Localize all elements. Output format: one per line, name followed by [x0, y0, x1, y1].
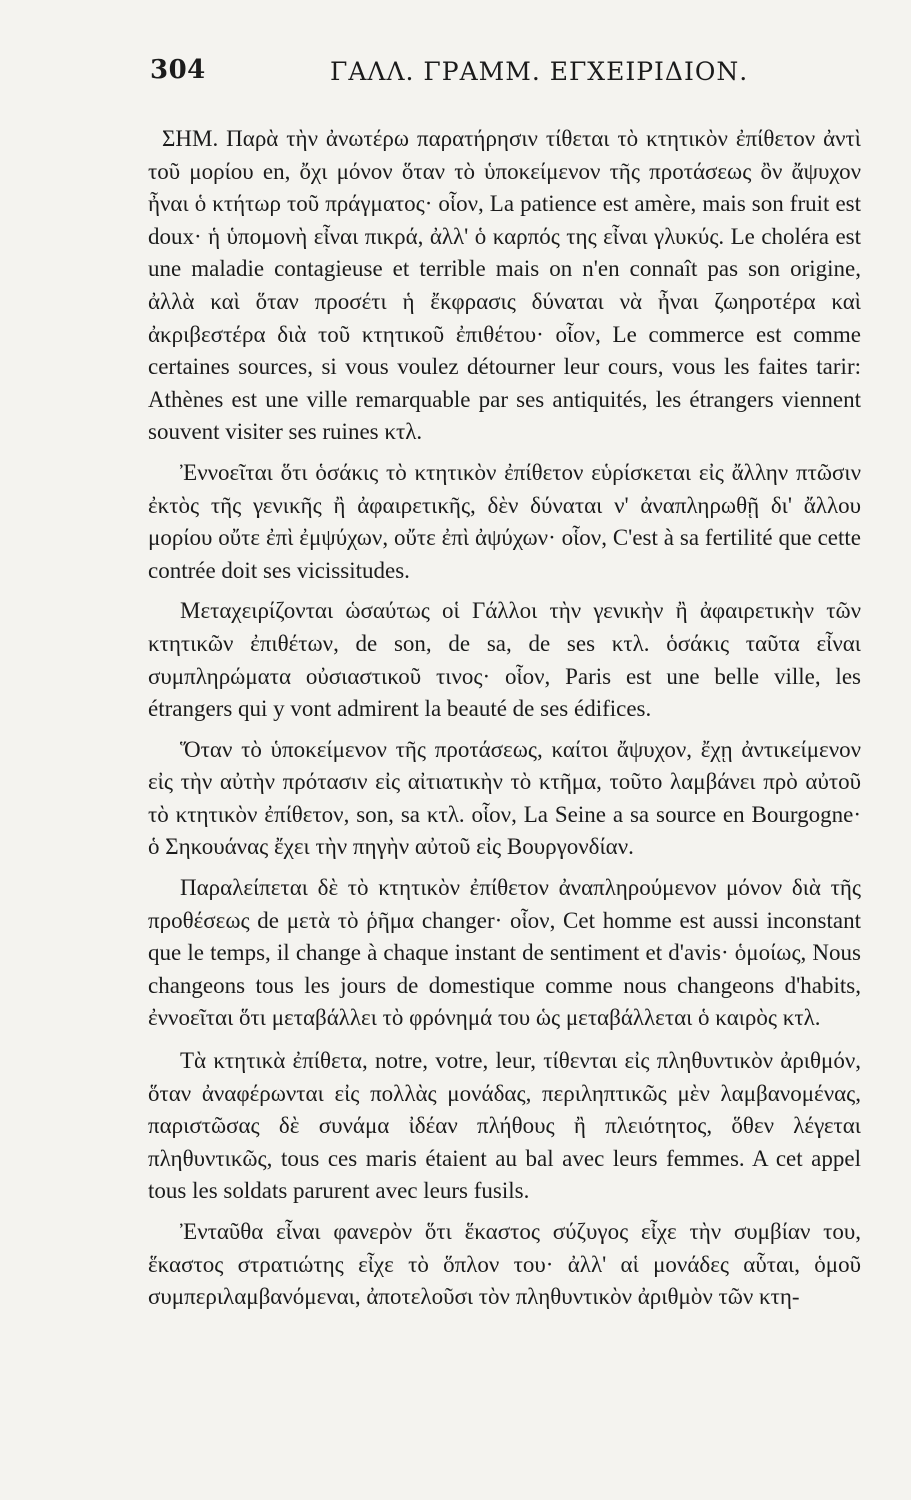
paragraph: Παραλείπεται δὲ τὸ κτητικὸν ἐπίθετον ἀναπληρούμενον μόνον διὰ τῆς προθέσεως de μετὰ τὸ ῥῆμα changer· οἷον, Cet homme est aussi inconstant que le temps, il change à chaque instant de sentiment et d'avis· ὁμοίως, Nous changeons tous les jours de domestique comme nous changeons d'habits, ἐννοεῖται ὅτι μεταβάλλει τὸ φρόνημά του ὡς μεταβάλλεται ὁ καιρὸς κτλ. [148, 875, 861, 1031]
paragraph: Μεταχειρίζονται ὡσαύτως οἱ Γάλλοι τὴν γενικὴν ἢ ἀφαιρετικὴν τῶν κτητικῶν ἐπιθέτων, de son, de sa, de ses κτλ. ὁσάκις ταῦτα εἶναι συμπληρώματα οὐσιαστικοῦ τινος· οἷον, Paris est une belle ville, les étrangers qui y vont admirent la beauté de ses édifices. [148, 598, 861, 722]
paragraph: Ὅταν τὸ ὑποκείμενον τῆς προτάσεως, καίτοι ἄψυχον, ἔχῃ ἀντικείμενον εἰς τὴν αὐτὴν πρότασιν εἰς αἰτιατικὴν τὸ κτῆμα, τοῦτο λαμβάνει πρὸ αὐτοῦ τὸ κτητικὸν ἐπίθετον, son, sa κτλ. οἷον, La Seine a sa source en Bourgogne· ὁ Σηκουάνας ἔχει τὴν πηγὴν αὐτοῦ εἰς Βουργονδίαν. [148, 736, 861, 860]
running-title: ΓΑΛΛ. ΓΡΑΜΜ. ΕΓΧΕΙΡΙΔΙΟΝ. [330, 57, 749, 86]
body-text [148, 123, 861, 1314]
page-header [148, 55, 861, 103]
paragraph: Ἐνταῦθα εἶναι φανερὸν ὅτι ἕκαστος σύζυγος εἶχε τὴν συμβίαν του, ἕκαστος στρατιώτης εἶχε τὸ ὅπλον του· ἀλλ' αἱ μονάδες αὗται, ὁμοῦ συμπεριλαμβανόμεναι, ἀποτελοῦσι τὸν πληθυντικὸν ἀριθμὸν τῶν κτη- [148, 1219, 861, 1310]
paragraph: Ἐννοεῖται ὅτι ὁσάκις τὸ κτητικὸν ἐπίθετον εὑρίσκεται εἰς ἄλλην πτῶσιν ἐκτὸς τῆς γενικῆς ἢ ἀφαιρετικῆς, δὲν δύναται ν' ἀναπληρωθῇ δι' ἄλλου μορίου οὔτε ἐπὶ ἐμψύχων, οὔτε ἐπὶ ἀψύχων· οἷον, C'est à sa fertilité que cette contrée doit ses vicissitudes. [148, 459, 861, 583]
paragraph: Τὰ κτητικὰ ἐπίθετα, notre, votre, leur, τίθενται εἰς πληθυντικὸν ἀριθμόν, ὅταν ἀναφέρωνται εἰς πολλὰς μονάδας, περιληπτικῶς μὲν λαμβανομένας, παριστῶσας δὲ συνάμα ἰδέαν πλήθους ἢ πλειότητος, ὅθεν λέγεται πληθυντικῶς, tous ces maris étaient au bal avec leurs femmes. A cet appel tous les soldats parurent avec leurs fusils. [148, 1048, 861, 1204]
page-number: 304 [150, 55, 206, 85]
paragraph-note: ΣΗΜ. Παρὰ τὴν ἀνωτέρω παρατήρησιν τίθεται τὸ κτητικὸν ἐπίθετον ἀντὶ τοῦ μορίου en, ὄχι μόνον ὅταν τὸ ὑποκείμενον τῆς προτάσεως ὂν ἄψυχον ἦναι ὁ κτήτωρ τοῦ πράγματος· οἷον, La patience est amère, mais son fruit est doux· ἡ ὑπομονὴ εἶναι πικρά, ἀλλ' ὁ καρπός της εἶναι γλυκύς. Le choléra est une maladie contagieuse et terrible mais on n'en connaît pas son origine, ἀλλὰ καὶ ὅταν προσέτι ἡ ἔκφρασις δύναται νὰ ἦναι ζωηροτέρα καὶ ἀκριβεστέρα διὰ τοῦ κτητικοῦ ἐπιθέτου· οἷον, Le commerce est comme certaines sources, si vous voulez détourner leur cours, vous les faites tarir: Athènes est une ville remarquable par ses antiquités, les étrangers viennent souvent visiter ses ruines κτλ. [148, 126, 861, 445]
